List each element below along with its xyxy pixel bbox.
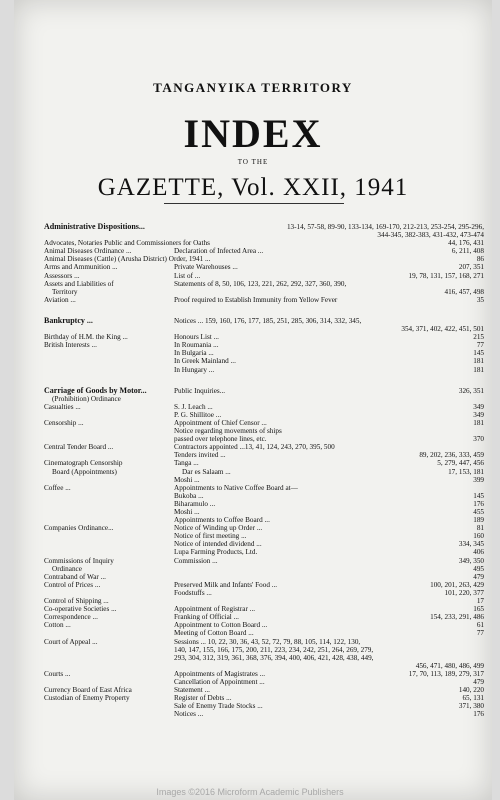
entry-subheading: 293, 304, 312, 319, 361, 368, 376, 394, 400, 406, 421, 428, 438, 449, bbox=[174, 653, 374, 662]
bleed-through-text bbox=[14, 8, 492, 16]
index-entry-row bbox=[44, 484, 484, 492]
entry-page-numbers: 349 bbox=[473, 402, 484, 411]
entry-heading: Aviation ... bbox=[44, 295, 76, 304]
entry-subheading: Declaration of Infected Area ... bbox=[174, 247, 264, 256]
entry-page-numbers: 349, 350 bbox=[458, 556, 484, 565]
entry-heading bbox=[44, 516, 174, 524]
index-entry-row bbox=[44, 540, 484, 548]
entry-heading bbox=[44, 435, 174, 443]
entry-page-numbers: 495 bbox=[473, 564, 484, 573]
entry-heading: Ordinance bbox=[52, 564, 82, 573]
index-entry-row bbox=[44, 557, 484, 565]
entry-page-numbers: 406 bbox=[473, 548, 484, 557]
entry-page-numbers: 371, 380 bbox=[458, 702, 484, 711]
entry-subheading: Appointments to Coffee Board ... bbox=[174, 516, 270, 525]
entry-subheading: Statements of 8, 50, 106, 123, 221, 262, 292, 327, 360, 390, bbox=[174, 279, 347, 288]
entry-subheading: Notice of Winding up Order ... bbox=[174, 524, 263, 533]
entry-heading: Coffee ... bbox=[44, 483, 71, 492]
index-entry-row bbox=[44, 395, 484, 403]
entry-subheading: Public Inquiries... bbox=[174, 386, 226, 395]
index-entry-row bbox=[44, 411, 484, 419]
entry-heading bbox=[44, 500, 174, 508]
entry-subheading: Appointment to Cotton Board ... bbox=[174, 621, 268, 630]
entry-page-numbers: 349 bbox=[473, 410, 484, 419]
index-entry-row bbox=[44, 565, 484, 573]
entry-page-numbers: 479 bbox=[473, 572, 484, 581]
entry-page-numbers: 399 bbox=[473, 475, 484, 484]
index-entry-row bbox=[44, 686, 484, 694]
entry-subheading: Foodstuffs ... bbox=[174, 588, 212, 597]
entry-page-numbers: 154, 233, 291, 486 bbox=[430, 613, 484, 622]
entry-subheading bbox=[174, 223, 285, 231]
entry-heading: Animal Diseases (Cattle) (Arusha District) Order, 1941 ... bbox=[44, 255, 211, 264]
title-block bbox=[14, 80, 492, 202]
entry-heading: Court of Appeal ... bbox=[44, 637, 98, 646]
gazette-page bbox=[14, 0, 492, 800]
entry-heading: Currency Board of East Africa bbox=[44, 686, 132, 695]
entry-page-numbers: 479 bbox=[473, 677, 484, 686]
entry-page-numbers: 334, 345 bbox=[458, 540, 484, 549]
entry-subheading bbox=[174, 239, 442, 247]
entry-subheading bbox=[182, 395, 442, 403]
entry-subheading: In Bulgaria ... bbox=[174, 349, 214, 358]
entry-subheading: Appointments to Native Coffee Board at— bbox=[174, 483, 298, 492]
index-entry-row bbox=[44, 272, 484, 280]
entry-heading: Board (Appointments) bbox=[52, 467, 117, 476]
entry-heading: Censorship ... bbox=[44, 418, 84, 427]
index-entry-row bbox=[44, 247, 484, 255]
index-entry-row bbox=[44, 403, 484, 411]
territory-heading: TANGANYIKA TERRITORY bbox=[153, 80, 353, 95]
entry-page-numbers: 44, 176, 431 bbox=[448, 239, 484, 248]
index-entry-row bbox=[44, 678, 484, 686]
gazette-volume-title: GAZETTE, Vol. XXII, 1941 bbox=[97, 174, 409, 201]
entry-heading: Arms and Ammunition ... bbox=[44, 263, 118, 272]
entry-subheading bbox=[174, 325, 399, 333]
index-entry-row bbox=[44, 589, 484, 597]
entry-page-numbers: 181 bbox=[473, 365, 484, 374]
index-entry-row bbox=[44, 605, 484, 613]
entry-subheading: In Greek Mainland ... bbox=[174, 357, 236, 366]
entry-subheading: Register of Debts ... bbox=[174, 694, 232, 703]
index-entry-row bbox=[44, 435, 484, 443]
index-entry-row bbox=[44, 654, 484, 662]
entry-page-numbers: 165 bbox=[473, 605, 484, 614]
entry-page-numbers: 140, 220 bbox=[458, 686, 484, 695]
entry-page-numbers: 145 bbox=[473, 491, 484, 500]
index-entry-row bbox=[44, 255, 484, 263]
entry-subheading: Biharamulo ... bbox=[174, 499, 216, 508]
entry-subheading: Notice regarding movements of ships bbox=[174, 427, 282, 436]
entry-page-numbers: 160 bbox=[473, 532, 484, 541]
index-entry-row bbox=[44, 223, 484, 231]
entry-subheading: Appointment of Chief Censor ... bbox=[174, 418, 267, 427]
entry-subheading: passed over telephone lines, etc. bbox=[174, 435, 267, 444]
entry-heading bbox=[44, 629, 174, 637]
entry-subheading: 140, 147, 155, 166, 175, 200, 211, 223, 234, 242, 251, 264, 269, 279, bbox=[174, 645, 374, 654]
index-entry-row bbox=[44, 492, 484, 500]
entry-subheading: Notice of first meeting ... bbox=[174, 532, 247, 541]
entry-heading: (Prohibition) Ordinance bbox=[52, 394, 121, 403]
index-entry-row bbox=[44, 296, 484, 304]
index-entry-row bbox=[44, 646, 484, 654]
index-entry-row bbox=[44, 366, 484, 374]
entry-subheading: Sale of Enemy Trade Stocks ... bbox=[174, 702, 263, 711]
entry-heading: Control of Prices ... bbox=[44, 580, 101, 589]
entry-heading bbox=[44, 654, 174, 662]
entry-subheading: S. J. Leach ... bbox=[174, 402, 213, 411]
entry-page-numbers: 81 bbox=[476, 524, 484, 533]
entry-page-numbers: 61 bbox=[476, 621, 484, 630]
entry-heading bbox=[44, 366, 174, 374]
entry-page-numbers: 5, 279, 447, 456 bbox=[437, 459, 484, 468]
entry-heading bbox=[44, 710, 174, 718]
index-entry-row bbox=[44, 702, 484, 710]
index-entry-row bbox=[44, 629, 484, 637]
entry-subheading bbox=[174, 231, 375, 239]
entry-subheading: Dar es Salaam ... bbox=[182, 467, 231, 476]
copyright-footer: Images ©2016 Microform Academic Publishers bbox=[156, 787, 344, 797]
entry-heading bbox=[44, 349, 174, 357]
index-entry-row bbox=[44, 451, 484, 459]
entry-page-numbers: 370 bbox=[473, 435, 484, 444]
entry-page-numbers: 35 bbox=[476, 295, 484, 304]
index-entry-row bbox=[44, 341, 484, 349]
index-entry-row bbox=[44, 349, 484, 357]
entry-page-numbers: 6, 211, 408 bbox=[451, 247, 484, 256]
index-entry-row bbox=[44, 710, 484, 718]
entry-heading: Cinematograph Censorship bbox=[44, 459, 123, 468]
entry-heading bbox=[44, 231, 174, 239]
entry-page-numbers: 354, 371, 402, 422, 451, 501 bbox=[401, 325, 484, 334]
entry-heading: Custodian of Enemy Property bbox=[44, 694, 130, 703]
entry-page-numbers: 176 bbox=[473, 499, 484, 508]
entry-heading bbox=[44, 678, 174, 686]
entry-page-numbers: 17, 153, 181 bbox=[448, 467, 484, 476]
entry-page-numbers: 13-14, 57-58, 89-90, 133-134, 169-170, 212-213, 253-254, 295-296, bbox=[286, 223, 484, 231]
index-entry-row bbox=[44, 581, 484, 589]
entry-subheading bbox=[174, 255, 442, 263]
entry-heading bbox=[44, 357, 174, 365]
entry-heading: British Interests ... bbox=[44, 341, 97, 350]
entry-heading: Bankruptcy ... bbox=[44, 315, 93, 325]
index-entry-row bbox=[44, 613, 484, 621]
index-entry-row bbox=[44, 516, 484, 524]
entry-heading bbox=[44, 427, 174, 435]
entry-heading: Advocates, Notaries Public and Commissioners for Oaths bbox=[44, 239, 210, 248]
entry-heading bbox=[44, 589, 174, 597]
entry-subheading: In Roumania ... bbox=[174, 341, 219, 350]
entry-subheading: Honours List ... bbox=[174, 333, 219, 342]
entry-subheading: List of ... bbox=[174, 271, 201, 280]
entry-page-numbers bbox=[442, 443, 484, 451]
entry-subheading: Moshi ... bbox=[174, 475, 200, 484]
entry-subheading: Meeting of Cotton Board ... bbox=[174, 629, 254, 638]
index-entry-row bbox=[44, 357, 484, 365]
entry-page-numbers: 416, 457, 498 bbox=[444, 287, 484, 296]
index-entry-row bbox=[44, 532, 484, 540]
index-entry-row bbox=[44, 694, 484, 702]
entry-heading: Control of Shipping ... bbox=[44, 597, 109, 606]
index-entry-row bbox=[44, 443, 484, 451]
index-entry-row bbox=[44, 524, 484, 532]
entry-subheading: Preserved Milk and Infants' Food ... bbox=[174, 580, 278, 589]
index-entry-row bbox=[44, 288, 484, 296]
entry-subheading: In Hungary ... bbox=[174, 365, 215, 374]
index-title: INDEX bbox=[183, 111, 323, 156]
entry-heading bbox=[44, 508, 174, 516]
entry-heading: Assets and Liabilities of bbox=[44, 279, 114, 288]
entry-subheading: Notices ... bbox=[174, 710, 204, 719]
entry-heading: Correspondence ... bbox=[44, 613, 98, 622]
index-entry-row bbox=[44, 263, 484, 271]
entry-heading: Carriage of Goods by Motor... bbox=[44, 385, 147, 395]
entry-heading bbox=[44, 662, 174, 670]
entry-subheading: Notices ... 159, 160, 176, 177, 185, 251, 285, 306, 314, 332, 345, bbox=[174, 316, 362, 325]
index-entry-row bbox=[44, 317, 484, 325]
index-entry-row bbox=[44, 508, 484, 516]
entry-heading bbox=[44, 411, 174, 419]
entry-subheading: Notice of intended dividend ... bbox=[174, 540, 262, 549]
entry-page-numbers: 176 bbox=[473, 710, 484, 719]
entry-page-numbers: 19, 78, 131, 157, 168, 271 bbox=[408, 271, 484, 280]
entry-page-numbers bbox=[442, 280, 484, 288]
entry-subheading: Appointments of Magistrates ... bbox=[174, 669, 266, 678]
entry-page-numbers: 17, 70, 113, 189, 279, 317 bbox=[408, 669, 484, 678]
entry-subheading: Contractors appointed ...13, 41, 124, 243, 270, 395, 500 bbox=[174, 443, 335, 452]
entry-heading bbox=[44, 646, 174, 654]
index-entry-row bbox=[44, 325, 484, 333]
entry-subheading: Appointment of Registrar ... bbox=[174, 605, 256, 614]
entry-heading bbox=[44, 702, 174, 710]
index-entry-row bbox=[44, 427, 484, 435]
entry-heading: Territory bbox=[52, 287, 78, 296]
entry-heading: Cotton ... bbox=[44, 621, 71, 630]
entry-heading: Birthday of H.M. the King ... bbox=[44, 333, 128, 342]
index-entry-row bbox=[44, 419, 484, 427]
entry-page-numbers bbox=[442, 484, 484, 492]
entry-heading: Commissions of Inquiry bbox=[44, 556, 114, 565]
entry-subheading: Franking of Official ... bbox=[174, 613, 239, 622]
entry-heading: Casualties ... bbox=[44, 402, 81, 411]
index-entries bbox=[44, 210, 484, 718]
entry-subheading: Proof required to Establish Immunity from Yellow Fever bbox=[174, 295, 338, 304]
index-entry-row bbox=[44, 231, 484, 239]
entry-page-numbers: 89, 202, 236, 333, 459 bbox=[419, 451, 484, 460]
index-entry-row bbox=[44, 548, 484, 556]
entry-subheading: Cancellation of Appointment ... bbox=[174, 677, 265, 686]
entry-subheading: Private Warehouses ... bbox=[174, 263, 238, 272]
entry-page-numbers bbox=[442, 395, 484, 403]
entry-subheading bbox=[174, 662, 414, 670]
entry-page-numbers: 77 bbox=[476, 629, 484, 638]
entry-page-numbers bbox=[442, 427, 484, 435]
index-entry-row bbox=[44, 333, 484, 341]
entry-heading bbox=[44, 325, 174, 333]
entry-heading bbox=[44, 532, 174, 540]
entry-subheading bbox=[182, 565, 442, 573]
index-entry-row bbox=[44, 573, 484, 581]
entry-page-numbers bbox=[442, 638, 484, 646]
entry-page-numbers: 207, 351 bbox=[458, 263, 484, 272]
entry-heading: Animal Diseases Ordinance ... bbox=[44, 247, 132, 256]
entry-page-numbers: 100, 201, 263, 429 bbox=[430, 580, 484, 589]
entry-page-numbers: 456, 471, 480, 486, 499 bbox=[415, 661, 484, 670]
entry-heading: Co-operative Societies ... bbox=[44, 605, 117, 614]
entry-subheading: Statement ... bbox=[174, 686, 210, 695]
entry-heading bbox=[44, 492, 174, 500]
entry-heading bbox=[44, 476, 174, 484]
index-entry-row bbox=[44, 670, 484, 678]
entry-page-numbers: 145 bbox=[473, 349, 484, 358]
index-entry-row bbox=[44, 638, 484, 646]
entry-heading bbox=[44, 451, 174, 459]
index-entry-row bbox=[44, 239, 484, 247]
entry-heading bbox=[44, 548, 174, 556]
title-rule bbox=[164, 203, 344, 204]
entry-subheading bbox=[174, 597, 442, 605]
entry-page-numbers: 344-345, 382-383, 431-432, 473-474 bbox=[377, 231, 484, 240]
entry-page-numbers: 101, 220, 377 bbox=[444, 588, 484, 597]
entry-page-numbers: 181 bbox=[473, 418, 484, 427]
entry-subheading: Tenders invited ... bbox=[174, 451, 226, 460]
index-entry-row bbox=[44, 459, 484, 467]
index-entry-row bbox=[44, 500, 484, 508]
entry-subheading: Sessions ... 10, 22, 30, 36, 43, 52, 72, 79, 88, 105, 114, 122, 130, bbox=[174, 637, 361, 646]
entry-page-numbers: 65, 131 bbox=[462, 694, 484, 703]
entry-subheading: Bukoba ... bbox=[174, 491, 204, 500]
entry-page-numbers: 77 bbox=[476, 341, 484, 350]
index-entry-row bbox=[44, 387, 484, 395]
entry-subheading: Moshi ... bbox=[174, 508, 200, 516]
entry-page-numbers bbox=[442, 646, 484, 654]
entry-page-numbers: 326, 351 bbox=[458, 386, 484, 395]
index-entry-row bbox=[44, 662, 484, 670]
entry-page-numbers: 17 bbox=[476, 597, 484, 606]
entry-heading: Companies Ordinance... bbox=[44, 524, 114, 533]
entry-heading: Administrative Dispositions... bbox=[44, 222, 145, 231]
index-entry-row bbox=[44, 468, 484, 476]
index-entry-row bbox=[44, 280, 484, 288]
entry-heading bbox=[44, 540, 174, 548]
entry-heading: Assessors ... bbox=[44, 271, 80, 280]
index-entry-row bbox=[44, 476, 484, 484]
entry-subheading: Tanga ... bbox=[174, 459, 199, 468]
to-the-label: TO THE bbox=[237, 158, 269, 166]
entry-page-numbers: 86 bbox=[476, 255, 484, 264]
entry-subheading bbox=[174, 573, 442, 581]
index-entry-row bbox=[44, 597, 484, 605]
index-entry-row bbox=[44, 621, 484, 629]
entry-page-numbers bbox=[442, 317, 484, 325]
entry-page-numbers: 455 bbox=[473, 508, 484, 516]
entry-page-numbers bbox=[442, 654, 484, 662]
entry-page-numbers: 215 bbox=[473, 333, 484, 342]
entry-heading: Central Tender Board ... bbox=[44, 443, 114, 452]
entry-subheading bbox=[182, 288, 442, 296]
entry-heading: Contraband of War ... bbox=[44, 572, 106, 581]
entry-page-numbers: 181 bbox=[473, 357, 484, 366]
entry-subheading: Lupa Farming Products, Ltd. bbox=[174, 548, 258, 557]
entry-subheading: Commission ... bbox=[174, 556, 218, 565]
entry-page-numbers: 189 bbox=[473, 516, 484, 525]
entry-subheading: P. G. Shillitoe ... bbox=[174, 410, 222, 419]
entry-heading: Courts ... bbox=[44, 669, 71, 678]
